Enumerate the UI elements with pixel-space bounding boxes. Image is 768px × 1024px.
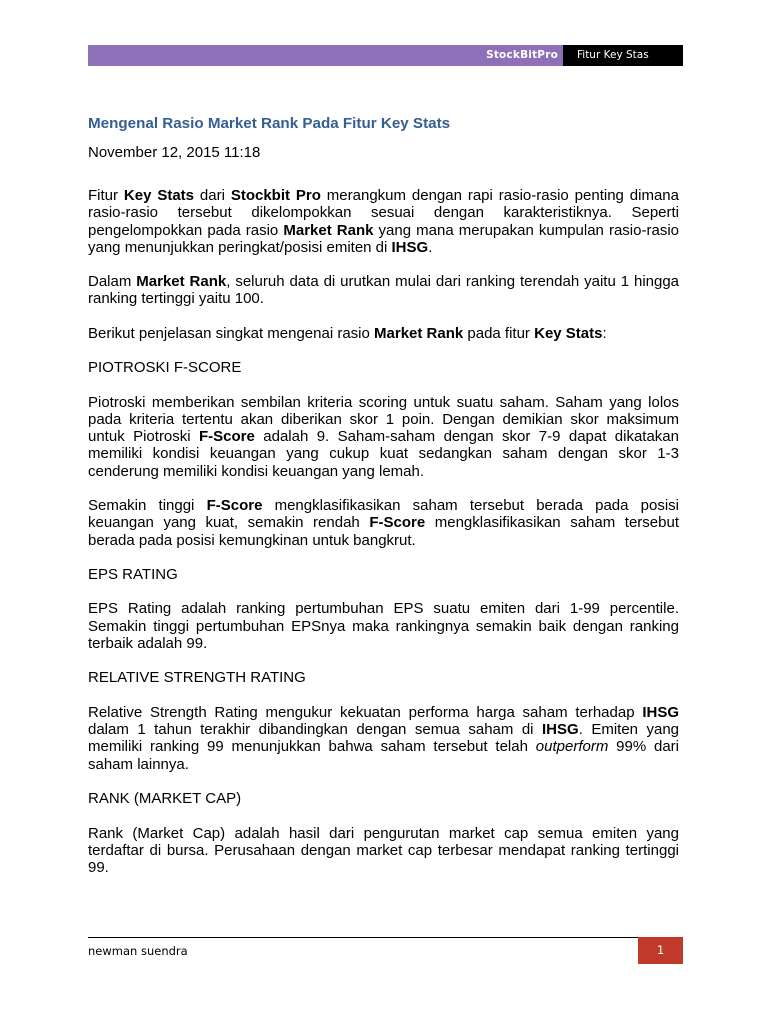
section-heading-rank-market-cap: RANK (MARKET CAP) bbox=[88, 790, 242, 808]
article-date: November 12, 2015 11:18 bbox=[88, 144, 261, 161]
page-number-badge: 1 bbox=[638, 937, 683, 964]
header-brand: StockBitPro bbox=[486, 49, 558, 61]
footer-divider bbox=[88, 937, 638, 938]
paragraph-market-rank: Dalam Market Rank, seluruh data di urutkan mulai dari ranking terendah yaitu 1 hingga ranking tertinggi yaitu 100. bbox=[88, 273, 680, 308]
paragraph-piotroski: Piotroski memberikan sembilan kriteria scoring untuk suatu saham. Saham yang lolos pada kriteria tertentu akan diberikan skor 1 poin. Dengan demikian skor maksimum untuk Piotroski F-Score adalah 9. Saham-saham dengan skor 7-9 dapat dikatakan memiliki kondisi keuangan yang cukup kuat sedangkan saham dengan skor 1-3 cenderung memiliki kondisi keuangan yang lemah. bbox=[88, 393, 679, 480]
article-title: Mengenal Rasio Market Rank Pada Fitur Key Stats bbox=[88, 115, 451, 132]
paragraph-explanation-intro: Berikut penjelasan singkat mengenai rasio Market Rank pada fitur Key Stats: bbox=[88, 324, 607, 342]
section-heading-relative-strength: RELATIVE STRENGTH RATING bbox=[88, 669, 306, 687]
footer-author: newman suendra bbox=[88, 944, 188, 958]
paragraph-intro: Fitur Key Stats dari Stockbit Pro merangkum dengan rapi rasio-rasio penting dimana rasio-rasio tersebut dikelompokkan sesuai dengan karakteristiknya. Seperti pengelompokkan pada rasio Market Rank yang mana merupakan kumpulan rasio-rasio yang menunjukkan peringkat/posisi emiten di IHSG. bbox=[88, 187, 679, 256]
article-body bbox=[88, 110, 679, 893]
paragraph-fscore: Semakin tinggi F-Score mengklasifikasikan saham tersebut berada pada posisi keuangan yang kuat, semakin rendah F-Score mengklasifikasikan saham tersebut berada pada posisi kemungkinan untuk bangkrut. bbox=[88, 497, 679, 549]
header-section-label: Fitur Key Stas bbox=[563, 45, 683, 66]
section-heading-eps: EPS RATING bbox=[88, 565, 178, 583]
paragraph-eps: EPS Rating adalah ranking pertumbuhan EPS suatu emiten dari 1-99 percentile. Semakin tinggi pertumbuhan EPSnya maka rankingnya semakin baik dengan ranking terbaik adalah 99. bbox=[88, 600, 679, 653]
paragraph-relative-strength: Relative Strength Rating mengukur kekuatan performa harga saham terhadap IHSG dalam 1 tahun terakhir dibandingkan dengan semua saham di IHSG. Emiten yang memiliki ranking 99 menunjukkan bahwa saham tersebut telah outperform 99% dari saham lainnya. bbox=[88, 703, 680, 773]
paragraph-rank-market-cap: Rank (Market Cap) adalah hasil dari pengurutan market cap semua emiten yang terdaftar di bursa. Perusahaan dengan market cap terbesar mendapat ranking tertinggi 99. bbox=[88, 824, 679, 877]
page-header-bar bbox=[88, 45, 683, 66]
section-heading-piotroski: PIOTROSKI F-SCORE bbox=[88, 359, 242, 377]
